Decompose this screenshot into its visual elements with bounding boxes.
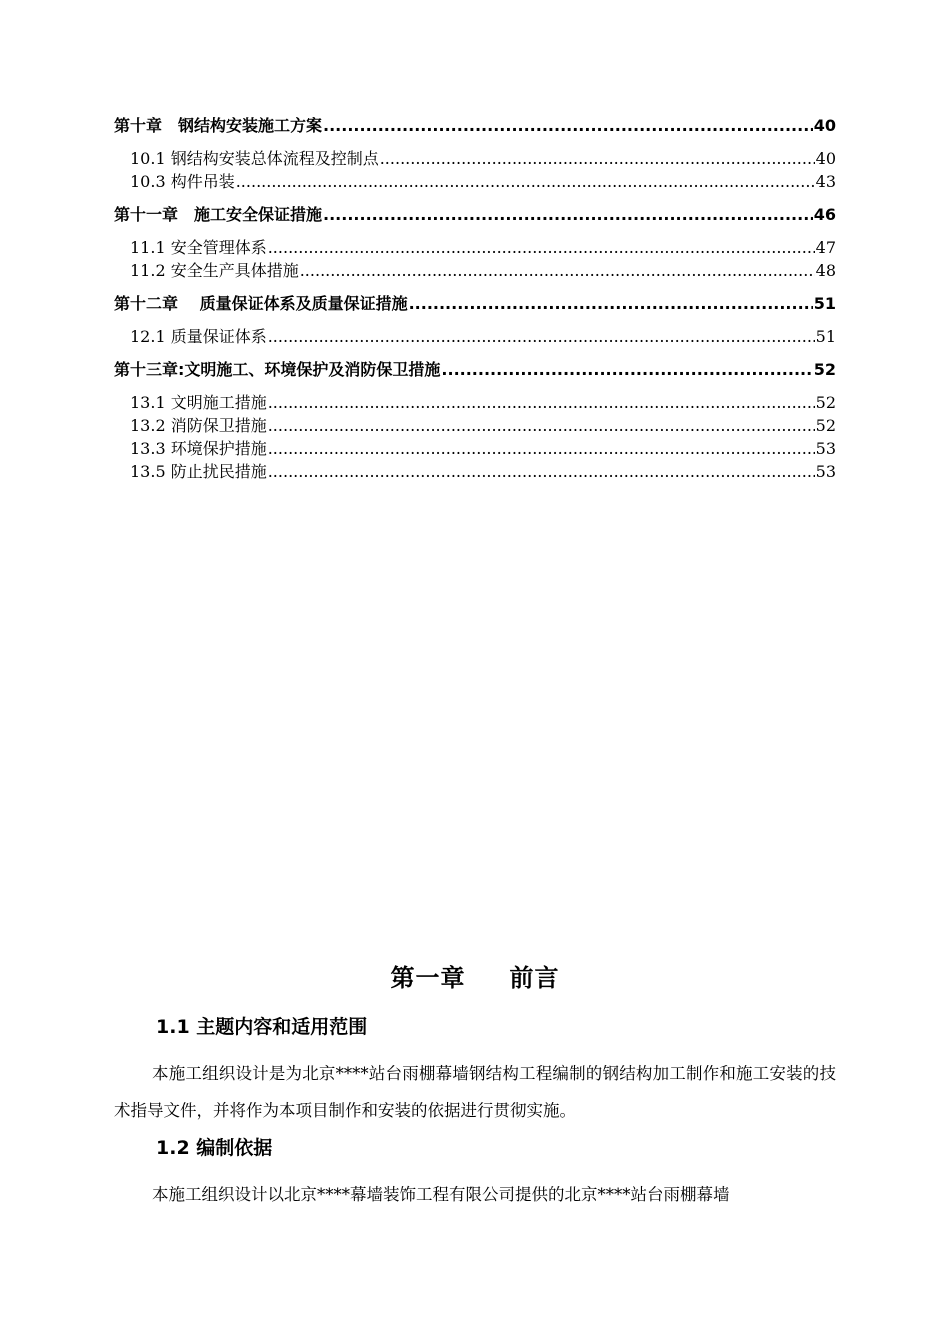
toc-label: 11.1 安全管理体系 bbox=[130, 238, 267, 257]
toc-leader bbox=[409, 292, 813, 316]
section-heading-1-2: 1.2 编制依据 bbox=[156, 1137, 273, 1159]
toc-leader bbox=[268, 414, 815, 437]
chapter-number: 第一章 bbox=[390, 964, 466, 992]
toc-page-number: 48 bbox=[815, 261, 836, 280]
toc-section-13-2[interactable] bbox=[114, 414, 836, 437]
toc-label: 10.3 构件吊装 bbox=[130, 172, 235, 191]
toc-label: 第十二章 质量保证体系及质量保证措施 bbox=[114, 294, 408, 313]
toc-label: 11.2 安全生产具体措施 bbox=[130, 261, 299, 280]
toc-leader bbox=[323, 203, 813, 227]
toc-section-13-1[interactable] bbox=[114, 391, 836, 414]
section-body-1-2: 本施工组织设计以北京****幕墙装饰工程有限公司提供的北京****站台雨棚幕墙 bbox=[152, 1185, 730, 1204]
toc-section-11-2[interactable] bbox=[114, 259, 836, 282]
toc-page-number: 43 bbox=[815, 172, 836, 191]
toc-page-number: 52 bbox=[813, 360, 836, 379]
toc-section-10-3[interactable] bbox=[114, 170, 836, 193]
toc-page-number: 40 bbox=[815, 149, 836, 168]
toc-section-12-1[interactable] bbox=[114, 325, 836, 348]
toc-leader bbox=[268, 236, 815, 259]
toc-page-number: 53 bbox=[815, 462, 836, 481]
toc-label: 13.1 文明施工措施 bbox=[130, 393, 267, 412]
toc-leader bbox=[300, 259, 815, 282]
toc-page-number: 47 bbox=[815, 238, 836, 257]
toc-leader bbox=[268, 460, 815, 483]
chapter-heading bbox=[0, 958, 950, 998]
toc-label: 12.1 质量保证体系 bbox=[130, 327, 267, 346]
toc-leader bbox=[323, 114, 813, 138]
toc-page-number: 40 bbox=[813, 116, 836, 135]
chapter-title: 前言 bbox=[509, 964, 560, 992]
toc-page-number: 46 bbox=[813, 205, 836, 224]
toc-leader bbox=[441, 358, 812, 382]
toc-chapter-12[interactable] bbox=[114, 292, 836, 316]
toc-label: 第十一章 施工安全保证措施 bbox=[114, 205, 323, 224]
toc-page-number: 52 bbox=[815, 416, 836, 435]
table-of-contents bbox=[114, 114, 836, 483]
toc-section-11-1[interactable] bbox=[114, 236, 836, 259]
toc-chapter-11[interactable] bbox=[114, 203, 836, 227]
toc-label: 第十章 钢结构安装施工方案 bbox=[114, 116, 323, 135]
toc-label: 10.1 钢结构安装总体流程及控制点 bbox=[130, 149, 379, 168]
toc-section-13-5[interactable] bbox=[114, 460, 836, 483]
toc-leader bbox=[380, 147, 815, 170]
toc-leader bbox=[268, 437, 815, 460]
section-heading-1-1: 1.1 主题内容和适用范围 bbox=[156, 1016, 368, 1038]
toc-page-number: 53 bbox=[815, 439, 836, 458]
toc-chapter-10[interactable] bbox=[114, 114, 836, 138]
toc-page-number: 52 bbox=[815, 393, 836, 412]
toc-section-10-1[interactable] bbox=[114, 147, 836, 170]
toc-label: 第十三章:文明施工、环境保护及消防保卫措施 bbox=[114, 360, 441, 379]
toc-leader bbox=[268, 325, 815, 348]
toc-section-13-3[interactable] bbox=[114, 437, 836, 460]
toc-page-number: 51 bbox=[815, 327, 836, 346]
toc-label: 13.3 环境保护措施 bbox=[130, 439, 267, 458]
toc-chapter-13[interactable] bbox=[114, 358, 836, 382]
toc-page-number: 51 bbox=[813, 294, 836, 313]
toc-leader bbox=[236, 170, 815, 193]
toc-label: 13.2 消防保卫措施 bbox=[130, 416, 267, 435]
toc-leader bbox=[268, 391, 815, 414]
toc-label: 13.5 防止扰民措施 bbox=[130, 462, 267, 481]
section-body-1-1: 本施工组织设计是为北京****站台雨棚幕墙钢结构工程编制的钢结构加工制作和施工安装的技术指导文件，并将作为本项目制作和安装的依据进行贯彻实施。 bbox=[114, 1064, 836, 1120]
